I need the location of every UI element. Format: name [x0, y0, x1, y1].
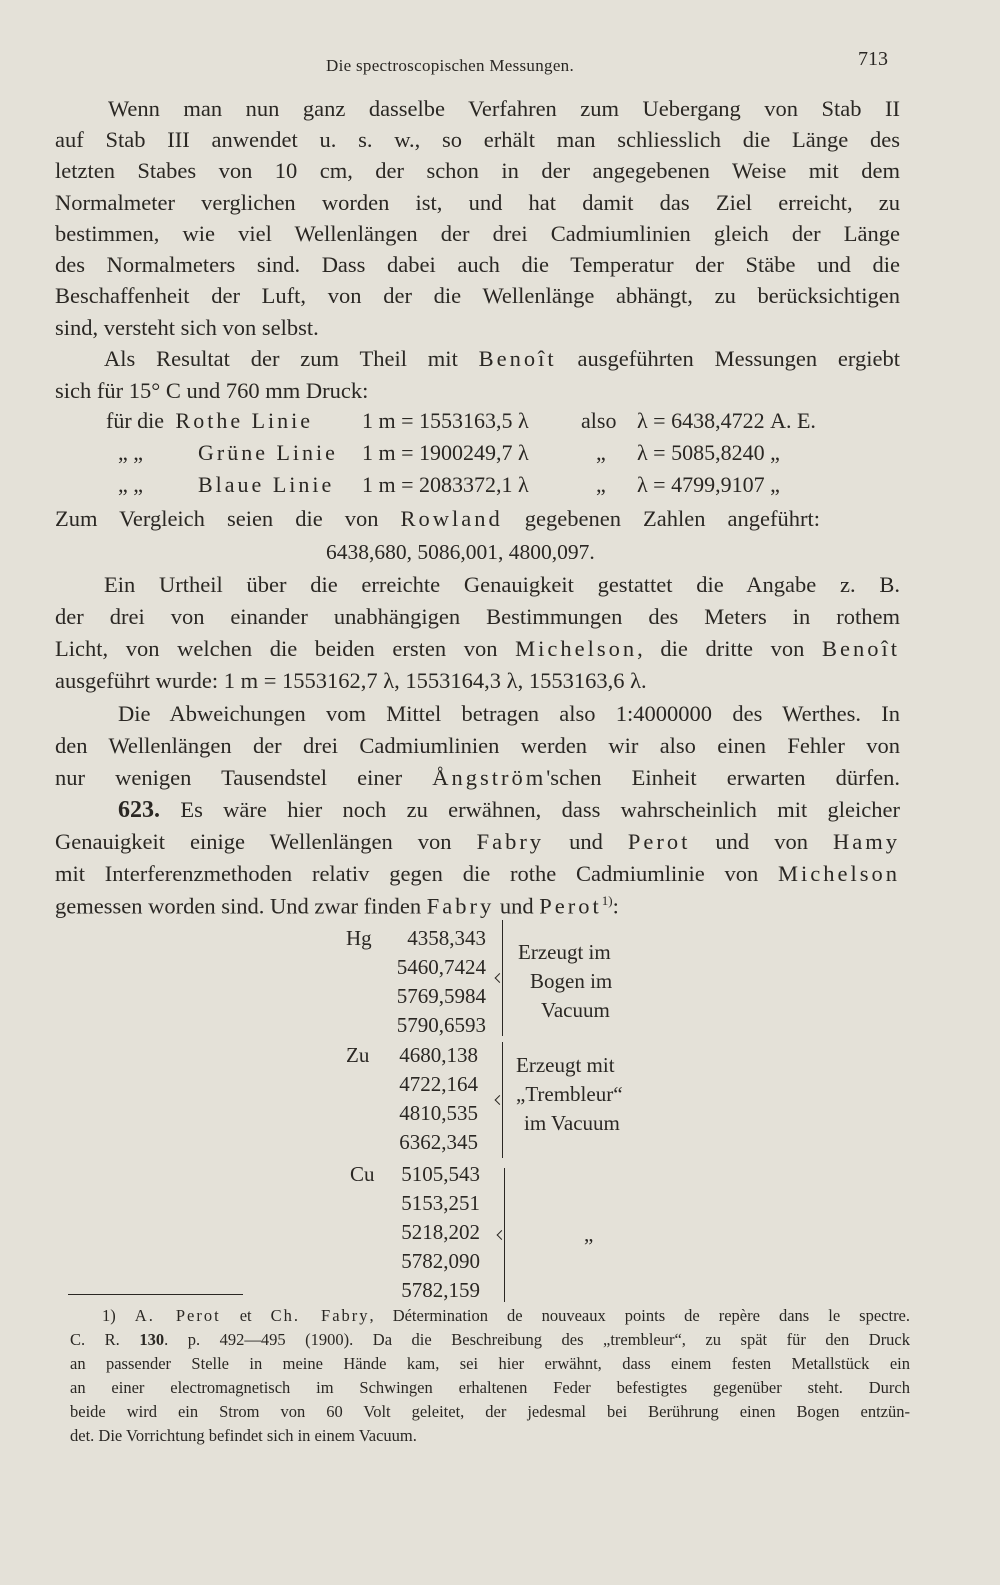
text-line: auf Stab III anwendet u. s. w., so erhält man schliesslich die Länge des: [55, 127, 900, 152]
section-number: 623.: [118, 797, 160, 823]
text-line: Genauigkeit einige Wellenlängen von Fabry und Perot und von Hamy: [55, 829, 901, 854]
text-line: Normalmeter verglichen worden ist, und hat damit das Ziel erreicht, zu: [55, 190, 900, 215]
note-line: im Vacuum: [524, 1111, 620, 1135]
table-value: 5218,202: [401, 1220, 480, 1244]
text-line: Licht, von welchen die beiden ersten von Michelson, die dritte von Benoît: [55, 636, 900, 661]
brace-hg: [502, 920, 503, 1036]
text-line: Als Resultat der zum Theil mit Benoît ausgeführten Messungen ergiebt: [104, 346, 900, 371]
running-title: Die spectroscopischen Messungen.: [326, 56, 575, 75]
footnote-line: an passender Stelle in meine Hände kam, sei hier erwähnt, dass einem festen Metallstück ein: [70, 1354, 910, 1373]
text-line: letzten Stabes von 10 cm, der schon in der angegebenen Weise mit dem: [55, 158, 900, 183]
footnote-line: 1) A. Perot et Ch. Fabry, Détermination de nouveaux points de repère dans le spectre.: [102, 1306, 911, 1325]
text-line: Die Abweichungen vom Mittel betragen also 1:4000000 des Werthes. In: [118, 701, 900, 726]
table-value: 5769,5984: [396, 984, 486, 1008]
equation-rothe: für die Rothe Linie: [106, 408, 314, 433]
text-line: den Wellenlängen der drei Cadmiumlinien werden wir also einen Fehler von: [55, 733, 900, 758]
text-line: sind, versteht sich von selbst.: [55, 315, 319, 340]
equation-gruene: Grüne Linie: [198, 440, 338, 465]
table-value: 4358,343: [407, 926, 486, 950]
text-line: bestimmen, wie viel Wellenlängen der drei Cadmiumlinien gleich der Länge: [55, 221, 900, 246]
text-line: der drei von einander unabhängigen Bestimmungen des Meters in rothem: [55, 604, 900, 629]
note-line: Erzeugt mit: [516, 1053, 615, 1077]
text-line: nur wenigen Tausendstel einer Ångström'schen Einheit erwarten dürfen.: [55, 765, 900, 790]
table-value: 5782,090: [401, 1249, 480, 1273]
footnote-rule: [68, 1294, 243, 1295]
note-line: „: [584, 1222, 594, 1246]
brace-zn: [502, 1042, 503, 1158]
person-name: Benoît: [822, 636, 900, 661]
table-value: 5460,7424: [396, 955, 486, 979]
table-value: 4722,164: [399, 1072, 478, 1096]
text-line: ausgeführt wurde: 1 m = 1553162,7 λ, 1553164,3 λ, 1553163,6 λ.: [55, 668, 647, 693]
text-line: Beschaffenheit der Luft, von der die Wellenlänge abhängt, zu berücksichtigen: [55, 283, 900, 308]
text-line: Ein Urtheil über die erreichte Genauigkeit gestattet die Angabe z. B.: [104, 572, 900, 597]
element-label-cu: Cu: [350, 1162, 375, 1186]
element-label-hg: Hg: [346, 926, 372, 950]
text-line: Wenn man nun ganz dasselbe Verfahren zum Uebergang von Stab II: [108, 96, 900, 121]
text-line: mit Interferenzmethoden relativ gegen die rothe Cadmiumlinie von Michelson: [55, 861, 900, 886]
text-line: sich für 15° C und 760 mm Druck:: [55, 378, 369, 403]
table-value: 5105,543: [401, 1162, 480, 1186]
note-line: Erzeugt im: [518, 940, 611, 964]
footnote-line: beide wird ein Strom von 60 Volt geleitet, der jedesmal bei Berührung einen Bogen entzün-: [70, 1402, 910, 1421]
equation-blaue: Blaue Linie: [198, 472, 335, 497]
person-name: Ångström: [432, 765, 547, 790]
table-value: 4680,138: [399, 1043, 478, 1067]
book-page: Die spectroscopischen Messungen. 713 Wenn man nun ganz dasselbe Verfahren zum Uebergang von Stab II auf Stab III anwendet u. s. w., so erhält man schliesslich die Länge des letzten Stabes von 10 cm, der schon in der angegebenen Weise mit dem Normalmeter verglichen worden ist, und hat damit das Ziel erreicht, zu bestimmen, wie viel Wellenlängen der drei Cadmiumlinien gleich der Länge des Normalmeters sind. Dass dabei auch die Temperatur der Stäbe und die Beschaffenheit der Luft, von der die Wellenlänge abhängt, zu berücksichtigen sind, versteht sich von selbst. Als Resultat der zum Theil mit Benoît ausgeführten Messungen ergiebt sich für 15° C und 760 mm Druck: für die Rothe Linie 1 m = 1553163,5 λ also λ = 6438,4722 A. E. „ „ Grüne Linie 1 m = 1900249,7 λ „ λ = 5085,8240 „ „ „ Blaue Linie 1 m = 2083372,1 λ „ λ = 4799,9107 „ Zum Vergleich seien die von Rowland gegebenen Zahlen angeführt: 6438,680, 5086,001, 4800,097. Ein Urtheil über die erreichte Genauigkeit gestattet die Angabe z. B. der drei von einander unabhängigen Bestimmungen des Meters in rothem Licht, von welchen die beiden ersten von Michelson, die dritte von Benoît ausgeführt wurde: 1 m = 1553162,7 λ, 1553164,3 λ, 1553163,6 λ. Die Abweichungen vom Mittel betragen also 1:4000000 des Werthes. In den Wellenlängen der drei Cadmiumlinien werden wir also einen Fehler von nur wenigen Tausendstel einer Ångström'schen Einheit erwarten dürfen. 623. Es wäre hier noch zu erwähnen, dass wahrscheinlich mit gleicher Genauigkeit einige Wellenlängen von Fabry und Perot und von Hamy mit Interferenzmethoden relativ gegen die rothe Cadmiumlinie von Michelson gemessen worden sind. Und zwar finden Fabry und Perot$^{1)}$: Hg 4358,343 5460,7424 5769,5984 5790,6593 Erzeugt im Bogen im Vacuum Zu 4680,138 4722,164 4810,535 6362,345 Erzeugt mit „Trembleur“ im Vacuum Cu 5105,543 5153,251 5218,202 5782,090 5782,159 „ 1) A. Perot et Ch. Fabry, Détermination de nouveaux points de repère dans le spectre. C. R. 130. p. 492—495 (1900). Da die Beschreibung des „trembleur“, zu spät für den Druck an passender Stelle in meine Hände kam, sei hier erwähnt, dass einem festen Metallstück ein an einer electromagnetisch im Schwingen erhaltenen Feder befestigtes gegenüber steht. Durch beide wird ein Strom von 60 Volt geleitet, der jedesmal bei Berührung einen Bogen entzün- det. Die Vorrichtung befindet sich in einem Vacuum.: [55, 48, 911, 1445]
footnote-line: an einer electromagnetisch im Schwingen erhaltenen Feder befestigtes gegenüber steht. Durch: [70, 1378, 910, 1397]
footnote-line: C. R. 130. p. 492—495 (1900). Da die Beschreibung des „trembleur“, zu spät für den Druck: [70, 1330, 911, 1349]
table-value: 6362,345: [399, 1130, 478, 1154]
text-line: gemessen worden sind. Und zwar finden Fabry und Perot$^{1)}$:: [55, 893, 619, 919]
table-value: 5782,159: [401, 1278, 480, 1302]
footnote-line: det. Die Vorrichtung befindet sich in einem Vacuum.: [70, 1426, 417, 1445]
element-label-zn: Zu: [346, 1043, 370, 1067]
person-name: Rowland: [400, 506, 503, 531]
note-line: „Trembleur“: [516, 1082, 623, 1106]
text-line: des Normalmeters sind. Dass dabei auch die Temperatur der Stäbe und die: [55, 252, 900, 277]
text-line: Zum Vergleich seien die von Rowland gegebenen Zahlen angeführt:: [55, 506, 820, 531]
table-value: 4810,535: [399, 1101, 478, 1125]
table-value: 5153,251: [401, 1191, 480, 1215]
brace-cu: [504, 1168, 505, 1302]
person-name: Benoît: [478, 346, 557, 371]
rowland-values: 6438,680, 5086,001, 4800,097.: [326, 540, 595, 564]
text-line: 623. Es wäre hier noch zu erwähnen, dass wahrscheinlich mit gleicher: [118, 797, 900, 823]
table-value: 5790,6593: [396, 1013, 486, 1037]
person-name: Michelson: [515, 636, 638, 661]
page-number: 713: [858, 48, 888, 70]
note-line: Bogen im: [530, 969, 613, 993]
note-line: Vacuum: [541, 998, 610, 1022]
